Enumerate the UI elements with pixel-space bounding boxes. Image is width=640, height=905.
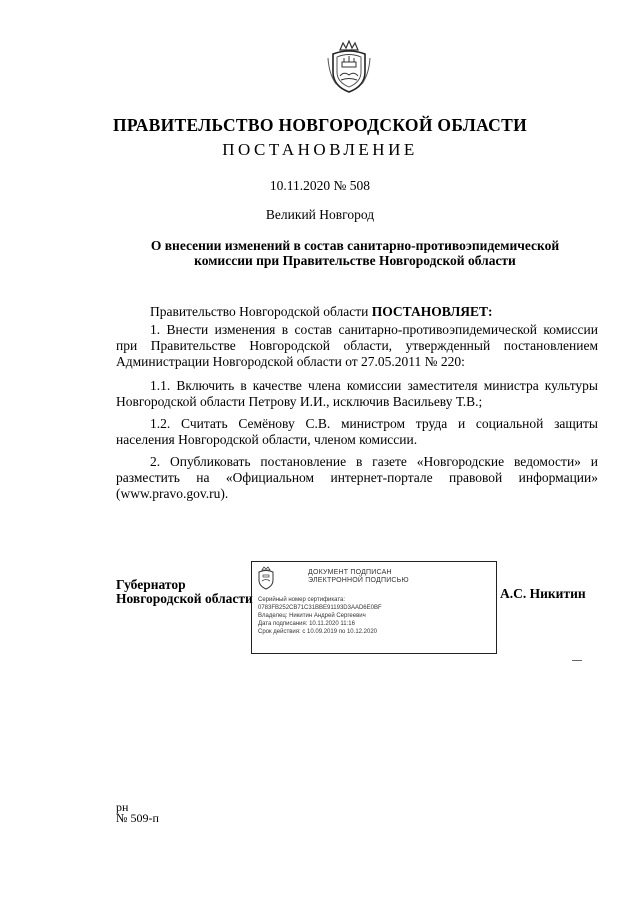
paragraph-1-2	[116, 416, 598, 448]
document-city: Великий Новгород	[265, 207, 375, 222]
stamp-validity: Срок действия: с 10.09.2019 по 10.12.2020	[258, 629, 378, 635]
subject-line-2: комиссии при Правительстве Новгородской области	[194, 253, 516, 268]
signatory-name: А.С. Никитин	[500, 586, 586, 601]
stamp-title-line-1: ДОКУМЕНТ ПОДПИСАН	[308, 569, 392, 576]
coat-of-arms-emblem	[326, 40, 372, 94]
signatory-position	[116, 578, 253, 606]
paragraph-2	[116, 454, 598, 502]
stamp-title	[308, 569, 409, 585]
government-title: ПРАВИТЕЛЬСТВО НОВГОРОДСКОЙ ОБЛАСТИ	[113, 115, 527, 135]
signatory-position-line-2: Новгородской области	[116, 591, 253, 606]
paragraph-1	[116, 322, 598, 370]
stamp-coat-of-arms-icon	[256, 566, 276, 590]
electronic-signature-stamp	[251, 561, 497, 654]
stamp-details	[258, 596, 382, 636]
signatory-position-line-1: Губернатор	[116, 577, 186, 592]
stamp-title-line-2: ЭЛЕКТРОННОЙ ПОДПИСЬЮ	[308, 577, 409, 584]
stamp-serial-value: 0783FB252CB71C31BBE91193D3AAD6E0BF	[258, 605, 382, 611]
stamp-owner: Владелец: Никитин Андрей Сергеевич	[258, 613, 366, 619]
margin-mark	[572, 660, 582, 661]
paragraph-1-text: 1. Внести изменения в состав санитарно-противоэпидемической комиссии при Правительстве Новгородской области, утвержденный постановлением Администрации Новгородской области от 27.05.2011 № 220:	[116, 322, 598, 369]
document-date-number: 10.11.2020 № 508	[269, 178, 371, 193]
stamp-serial-label: Серийный номер сертификата:	[258, 597, 346, 603]
footer-registration	[116, 802, 159, 824]
stamp-signed-date: Дата подписания: 10.11.2020 11:16	[258, 621, 355, 627]
subject-line-1: О внесении изменений в состав санитарно-противоэпидемической	[150, 238, 560, 253]
document-subject	[130, 238, 580, 268]
footer-code: № 509-п	[116, 811, 159, 825]
decree-statement	[150, 304, 493, 320]
paragraph-1-2-text: 1.2. Считать Семёнову С.В. министром труда и социальной защиты населения Новгородской области, членом комиссии.	[116, 416, 598, 447]
document-type: ПОСТАНОВЛЕНИЕ	[222, 140, 418, 159]
footer-initials: рн	[116, 800, 129, 814]
decree-keyword: ПОСТАНОВЛЯЕТ:	[371, 304, 493, 319]
paragraph-1-1-text: 1.1. Включить в качестве члена комиссии заместителя министра культуры Новгородской области Петрову И.И., исключив Васильеву Т.В.;	[116, 378, 598, 409]
decree-prefix: Правительство Новгородской области	[150, 304, 372, 319]
paragraph-2-text: 2. Опубликовать постановление в газете «Новгородские ведомости» и разместить на «Официальном интернет-портале правовой информации» (www.pravo.gov.ru).	[116, 454, 598, 501]
paragraph-1-1	[116, 378, 598, 410]
